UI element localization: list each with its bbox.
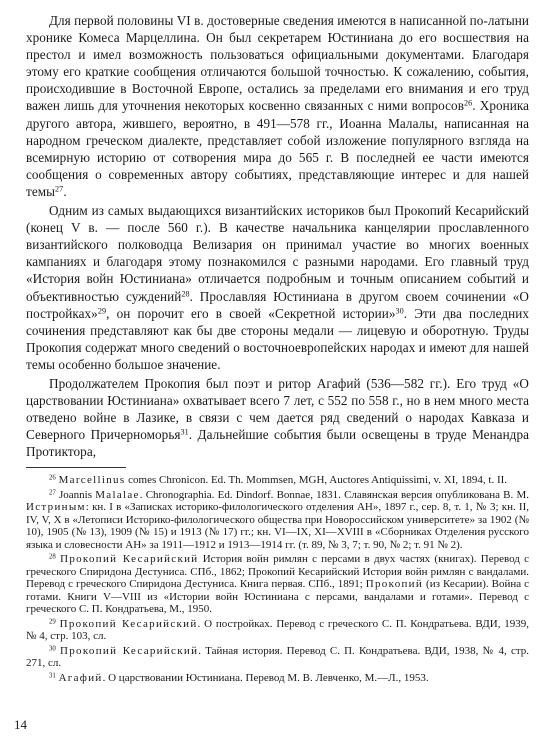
spaced-author-name: Malalae [95,488,140,501]
text-run: . Хроника другого автора, жившего, вероятно, в 491—578 гг., Иоанна Малалы, написанная на народном греческом диалекте, представляет собой изложение популярного взгляда на всемирную историю от сотворения мира до 565 г. В последней ее части имеются сообщения о современных автору событиях, представляющие интерес и для нашей темы [26,98,529,199]
text-run: История войн римлян с персами в двух частях (книгах). Перевод с греческого Спиридона Дестуниса. СПб., 1862; Прокопий Кесарийский История войн римлян с вандалами. Перевод с греческого Спиридона Дестуниса. Книга первая. СПб., 1891; [26,553,530,591]
text-run: Продолжателем Прокопия был поэт и ритор Агафий (536—582 гг.). Его труд «О царствовании Юстиниана» охватывает всего 7 лет, с 552 по 558 г., но в нем много места отведено войне в Лазике, в связи с чем дается ряд сведений о народах Кавказа и Северного Причерноморья [26,375,529,443]
footnote-ref: 30 [49,645,56,653]
footnote-ref: 28 [181,289,190,298]
body-paragraph [26,12,529,200]
text-run: . О постройках. Перевод с греческого С. П. Кондратьева. ВДИ, 1939, № 4, стр. 103, сл. [26,617,529,643]
text-run: . Chronographia. Ed. Dindorf. Bonnae, 1831. Славянская версия опубликована В. М. [139,488,529,501]
footnote-ref: 26 [463,98,473,108]
footnote-divider [26,467,126,468]
footnote-ref: 27 [55,184,64,194]
text-run: . О царствовании Юстиниана. Перевод М. В. Левченко, М.—Л., 1953. [102,671,429,684]
text-run: . [63,183,67,199]
text-run: : кн. I в «Записках историко-филологического отделения АН», 1897 г., сер. 8, т. 1, № 3; кн. II, IV, V, X в «Летописи Историко-филологического общества при Новороссийском университете» за 1902 (№ 10), 1905 (№ 13), 1909 (№ 15) и 1913 (№ 17) гг.; кн. VI—IX, XI—XVIII в «Сборниках Отделения русского языка и словесности АН» за 1911—1912 и 1913—1914 гг. (т. 89, № 3, 7; т. 90, № 2; т. 91 № 2). [26,501,529,551]
spaced-author-name: Прокопий [365,578,424,591]
text-run: Одним из самых выдающихся византийских историков был Прокопий Кесарийский (конец V в. — после 560 г.). В качестве начальника канцелярии прославленного византийского полководца Велизария он принимал участие во многих военных кампаниях и благодаря этому познакомился с разными народами. Его главный труд «История войн Юстиниана» отличается подробным и точным описанием событий и объективностью суждений [26,203,529,304]
page-content [26,12,529,684]
text-run: Для первой половины VI в. достоверные сведения имеются в написанной по-латыни хронике Комеса Марцеллина. Он был секретарем Юстиниана до его восшествия на престол и имел возможность пользоваться официальными документами. Благодаря этому его краткие сообщения отличаются большой точностью. К сожалению, события, происходившие в Восточной Европе, остались за пределами его внимания и его труд важен лишь для уточнения некоторых косвенно связанных с ними вопросов [26,13,529,114]
spaced-author-name: Marcellinus [58,474,126,487]
spaced-author-name: Агафий [58,671,103,684]
text-run: . Дальнейшие события были освещены в труде Менандра Протиктора, [26,427,529,460]
text-run: (из Кесарии). Война с готами. Книги V—VIII из «Истории войн Юстиниана с персами, вандалами и готами». Перевод с греческого С. П. Кондратьева, М., 1950. [26,578,529,616]
footnote-ref: 31 [180,427,189,437]
body-paragraph [26,202,529,373]
footnote-ref: 31 [49,672,56,680]
text-run: , он порочит его в своей «Секретной истории» [106,305,396,321]
spaced-author-name: Прокопий Кесарийский [59,617,198,630]
footnote-ref: 27 [49,489,56,497]
footnote-ref: 26 [49,474,56,482]
footnote [26,553,529,616]
footnote-ref: 28 [49,553,56,561]
spaced-author-name: Истриным [26,501,86,514]
text-run: . Тайная история. Перевод С. П. Кондратьева. ВДИ, 1938, № 4, стр. 271, сл. [26,644,530,670]
footnote [26,645,529,670]
text-run: Joannis [55,488,96,501]
text-run: . Прославляя Юстиниана в другом своем сочинении «О постройках» [26,288,529,321]
footnote-ref: 29 [97,306,107,316]
footnote-ref: 29 [49,618,56,626]
footnote [26,489,529,552]
text-run: comes Chronicon. Ed. Th. Mommsen, MGH, Auctores Antiquissimi, v. XI, 1894, t. II. [125,474,508,487]
body-paragraph [26,375,529,460]
footnote-ref: 30 [395,306,404,316]
footnotes [26,474,529,684]
page-number: 14 [14,717,27,732]
footnote [26,672,529,685]
spaced-author-name: Прокопий Кесарийский [60,553,199,566]
footnote [26,618,529,643]
main-text [26,12,529,460]
spaced-author-name: Прокопий Кесарийский [59,644,199,657]
footnote [26,474,529,487]
text-run: . Эти два последних сочинения представляют как бы две стороны медали — лицевую и оборотную. Труды Прокопия содержат много сведений о восточноевропейских народах и имеют для нашей темы особенно большое значение. [26,305,529,372]
